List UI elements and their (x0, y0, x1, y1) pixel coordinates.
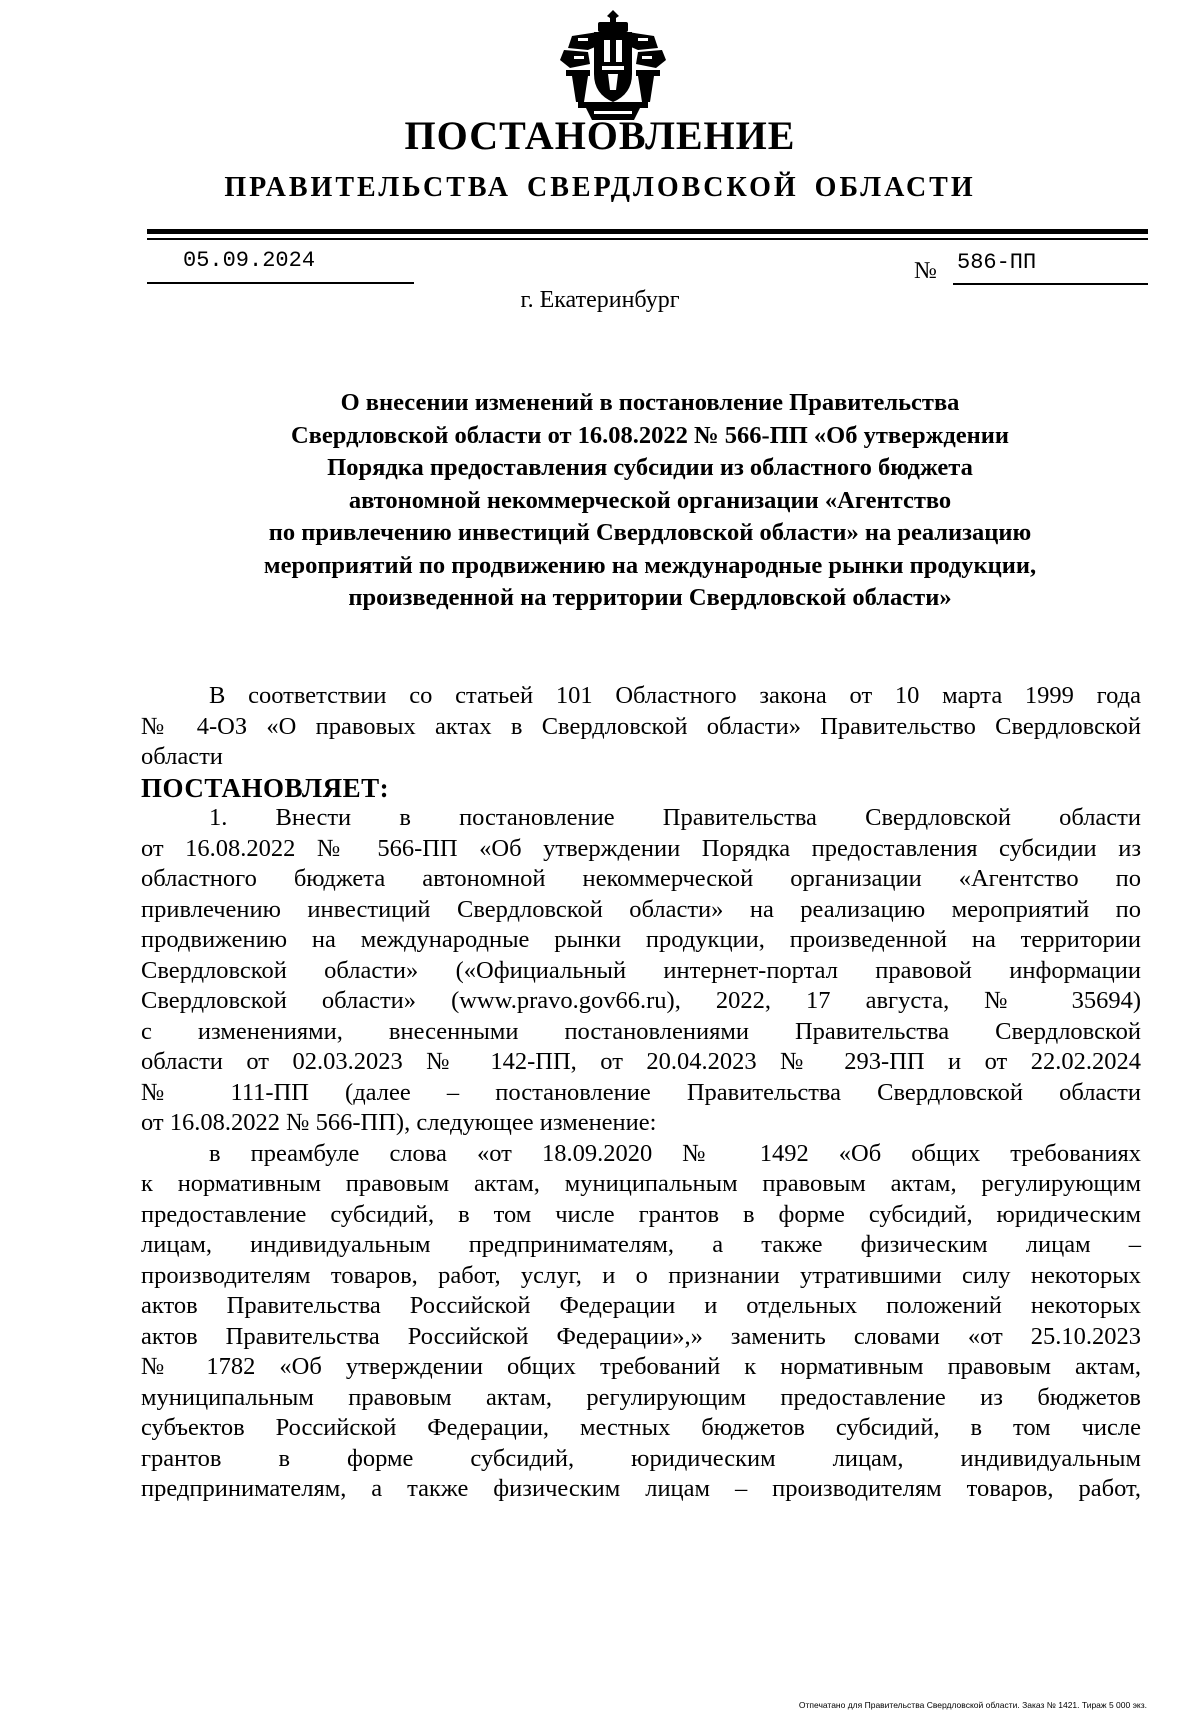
item1-line: Свердловской области» (www.pravo.gov66.ru), 2022, 17 августа, № 35694) (141, 987, 1141, 1014)
heading-line: мероприятий по продвижению на международные рынки продукции, (263, 551, 1037, 579)
item1-line: 1. Внести в постановление Правительства Свердловской области (209, 804, 1141, 831)
item1-line: с изменениями, внесенными постановлениями Правительства Свердловской (141, 1017, 1141, 1045)
heading-line: О внесении изменений в постановление Правительства (340, 389, 960, 416)
date-underline (147, 282, 414, 284)
document-title: ПОСТАНОВЛЕНИЕ (404, 113, 796, 158)
item1-line: привлечению инвестиций Свердловской области» на реализацию мероприятий по (141, 895, 1141, 923)
document-city: г. Екатеринбург (520, 287, 680, 313)
item2-line: субъектов Российской Федерации, местных бюджетов субсидий, в том числе (141, 1414, 1141, 1441)
item2-line: производителям товаров, работ, услуг, и о признании утратившими силу некоторых (141, 1261, 1141, 1289)
item2-line: грантов в форме субсидий, юридическим лицам, индивидуальным (141, 1444, 1141, 1472)
header-divider-thick (147, 229, 1148, 234)
heading-line: Свердловской области от 16.08.2022 № 566-ПП «Об утверждении (290, 421, 1010, 449)
header-divider-thin (147, 238, 1148, 240)
item2-line: предпринимателям, а также физическим лицам – производителям товаров, работ, (141, 1475, 1141, 1502)
coat-of-arms-icon (558, 10, 668, 122)
preamble-line: № 4-ОЗ «О правовых актах в Свердловской области» Правительство Свердловской (141, 712, 1141, 740)
item1-line: от 16.08.2022 № 566-ПП), следующее изменение: (141, 1109, 657, 1136)
heading-line: по привлечению инвестиций Свердловской области» на реализацию (268, 519, 1032, 546)
heading-line: автономной некоммерческой организации «Агентство (348, 486, 952, 514)
item2-line: предоставление субсидий, в том числе грантов в форме субсидий, юридическим (141, 1200, 1141, 1228)
document-heading (150, 387, 1150, 615)
item2-line: актов Правительства Российской Федерации»,» заменить словами «от 25.10.2023 (141, 1322, 1141, 1350)
preamble-line: В соответствии со статьей 101 Областного закона от 10 марта 1999 года (209, 682, 1141, 709)
item1-line: от 16.08.2022 № 566-ПП «Об утверждении Порядка предоставления субсидии из (141, 834, 1141, 862)
preamble-line: области (141, 743, 223, 770)
item1-line: областного бюджета автономной некоммерческой организации «Агентство по (141, 865, 1141, 892)
print-footer: Отпечатано для Правительства Свердловской области. Заказ № 1421. Тираж 5 000 экз. (798, 1700, 1147, 1710)
item2-line: муниципальным правовым актам, регулирующим предоставление из бюджетов (141, 1383, 1141, 1411)
heading-line: произведенной на территории Свердловской области» (348, 584, 952, 611)
document-date: 05.09.2024 (183, 248, 316, 273)
number-underline (953, 283, 1148, 285)
item1-line: продвижению на международные рынки продукции, произведенной на территории (141, 926, 1141, 953)
item1-line: Свердловской области» («Официальный интернет-портал правовой информации (141, 956, 1141, 984)
item2-line: лицам, индивидуальным предпринимателям, а также физическим лицам – (141, 1231, 1141, 1258)
item2-line: актов Правительства Российской Федерации и отдельных положений некоторых (141, 1292, 1141, 1319)
item1-line: области от 02.03.2023 № 142-ПП, от 20.04.2023 № 293-ПП и от 22.02.2024 (141, 1048, 1141, 1075)
document-body (141, 681, 1141, 1505)
document-subtitle: ПРАВИТЕЛЬСТВА СВЕРДЛОВСКОЙ ОБЛАСТИ (224, 172, 976, 203)
item2-line: к нормативным правовым актам, муниципальным правовым актам, регулирующим (141, 1170, 1141, 1197)
document-number: 586-ПП (957, 250, 1037, 275)
heading-line: Порядка предоставления субсидии из областного бюджета (327, 454, 973, 481)
decree-word: ПОСТАНОВЛЯЕТ: (141, 772, 390, 803)
item1-line: № 111-ПП (далее – постановление Правительства Свердловской области (141, 1078, 1141, 1106)
number-sign: № (914, 258, 937, 284)
item2-line: № 1782 «Об утверждении общих требований к нормативным правовым актам, (141, 1353, 1141, 1380)
item2-line: в преамбуле слова «от 18.09.2020 № 1492 «Об общих требованиях (209, 1139, 1141, 1167)
